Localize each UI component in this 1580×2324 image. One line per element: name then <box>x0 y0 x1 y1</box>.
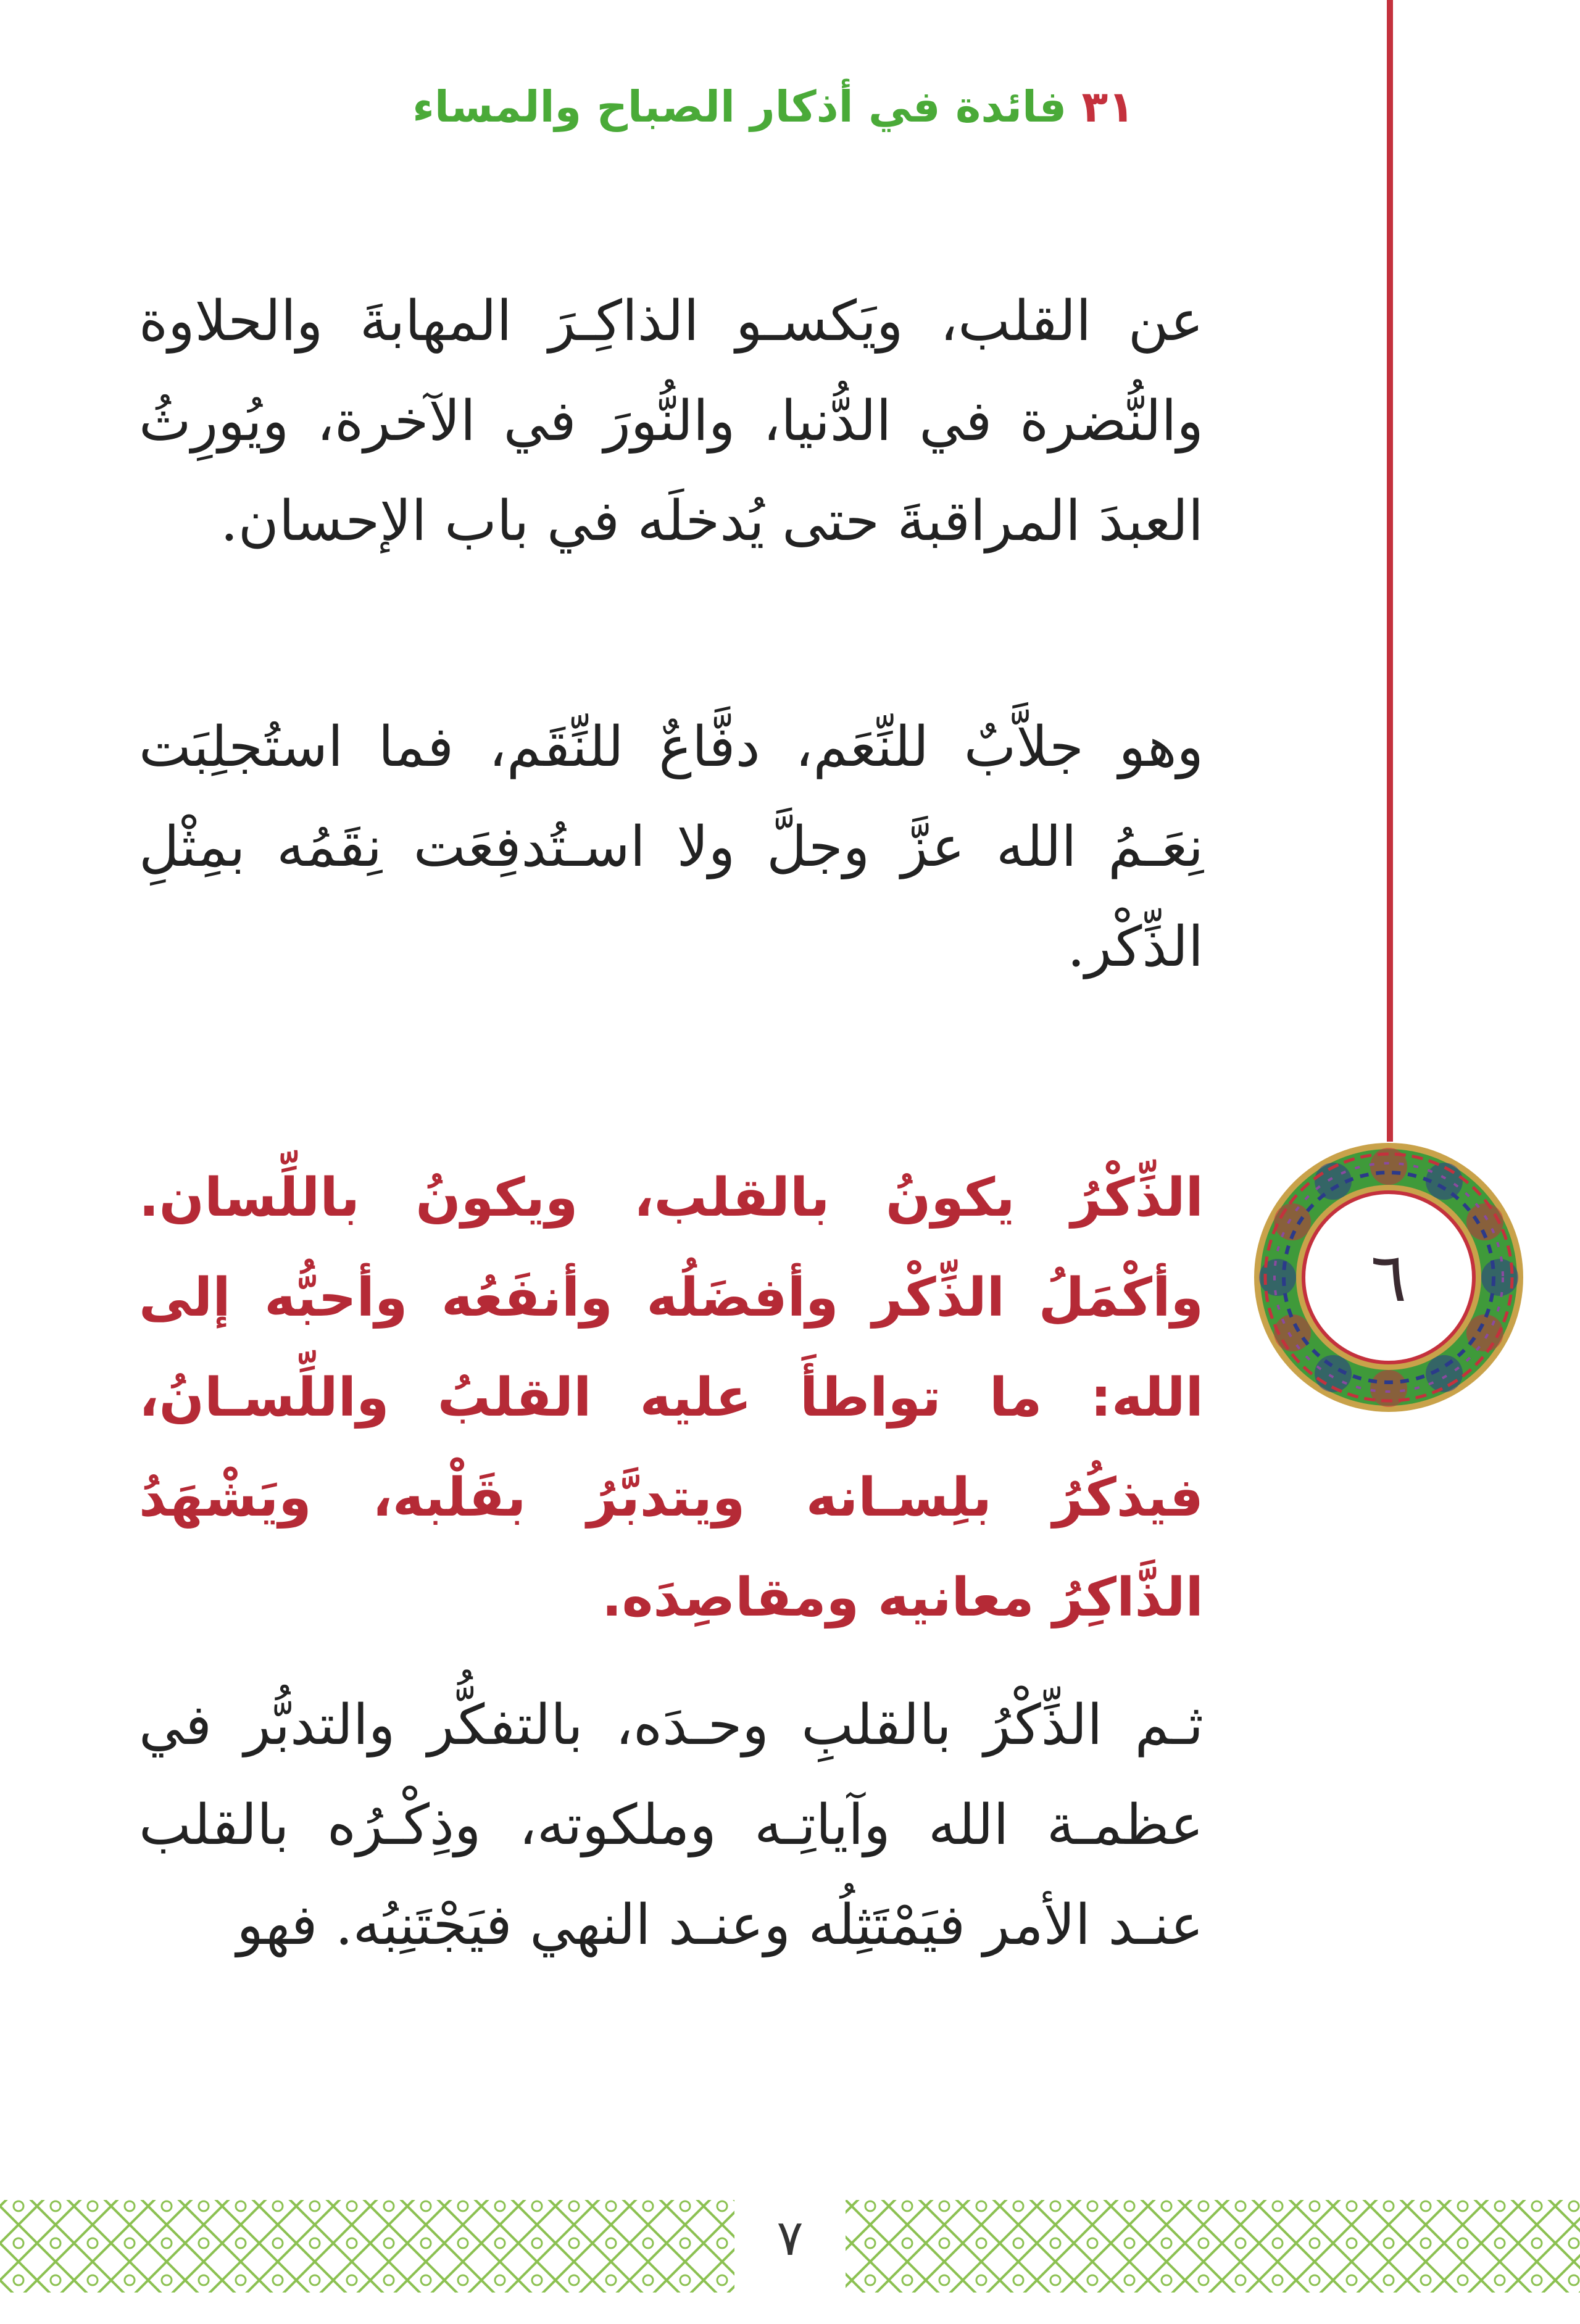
page-number: ٧ <box>776 2209 804 2267</box>
paragraph-4: ثـم الذِّكْرُ بالقلبِ وحـدَه، بالتفكُّر والتدبُّر في عظمـة الله وآياتِـه وملكوته، وذِكْـرُه بالقلب عنـد الأمر فيَمْتَثِلُه وعنـد النهي فيَجْتَنِبُه. فهو <box>139 1693 1204 1957</box>
header-number: ٣١ <box>1081 81 1134 132</box>
vertical-divider-line <box>1387 0 1393 1142</box>
running-header <box>412 73 1134 141</box>
paragraph-2: وهو جلاَّبٌ للنِّعَم، دفَّاعٌ للنِّقَم، فما استُجلِبَت نِعَـمُ الله عزَّ وجلَّ ولا اسـتُدفِعَت نِقَمُه بمِثْلِ الذِّكْر. <box>139 715 1204 979</box>
highlighted-paragraph: الذِّكْرُ يكونُ بالقلب، ويكونُ باللِّسان. وأكْمَلُ الذِّكْر وأفضَلُه وأنفَعُه وأحبُّه إلى الله: ما تواطأَ عليه القلبُ واللِّسـانُ، فيذكُرُ بلِسـانه ويتدبَّرُ بقَلْبه، ويَشْهَدُ الذَّاكِرُ معانيه ومقاصِدَه. <box>139 1167 1204 1629</box>
header-title: فائدة في أذكار الصباح والمساء <box>412 81 1067 132</box>
section-number: ٦ <box>1370 1238 1407 1317</box>
paragraph-1: عن القلب، ويَكسـو الذاكِـرَ المهابةَ والحلاوة والنُّضرة في الدُّنيا، والنُّورَ في الآخرة، ويُورِثُ العبدَ المراقبةَ حتى يُدخلَه في باب الإحسان. <box>139 289 1204 554</box>
